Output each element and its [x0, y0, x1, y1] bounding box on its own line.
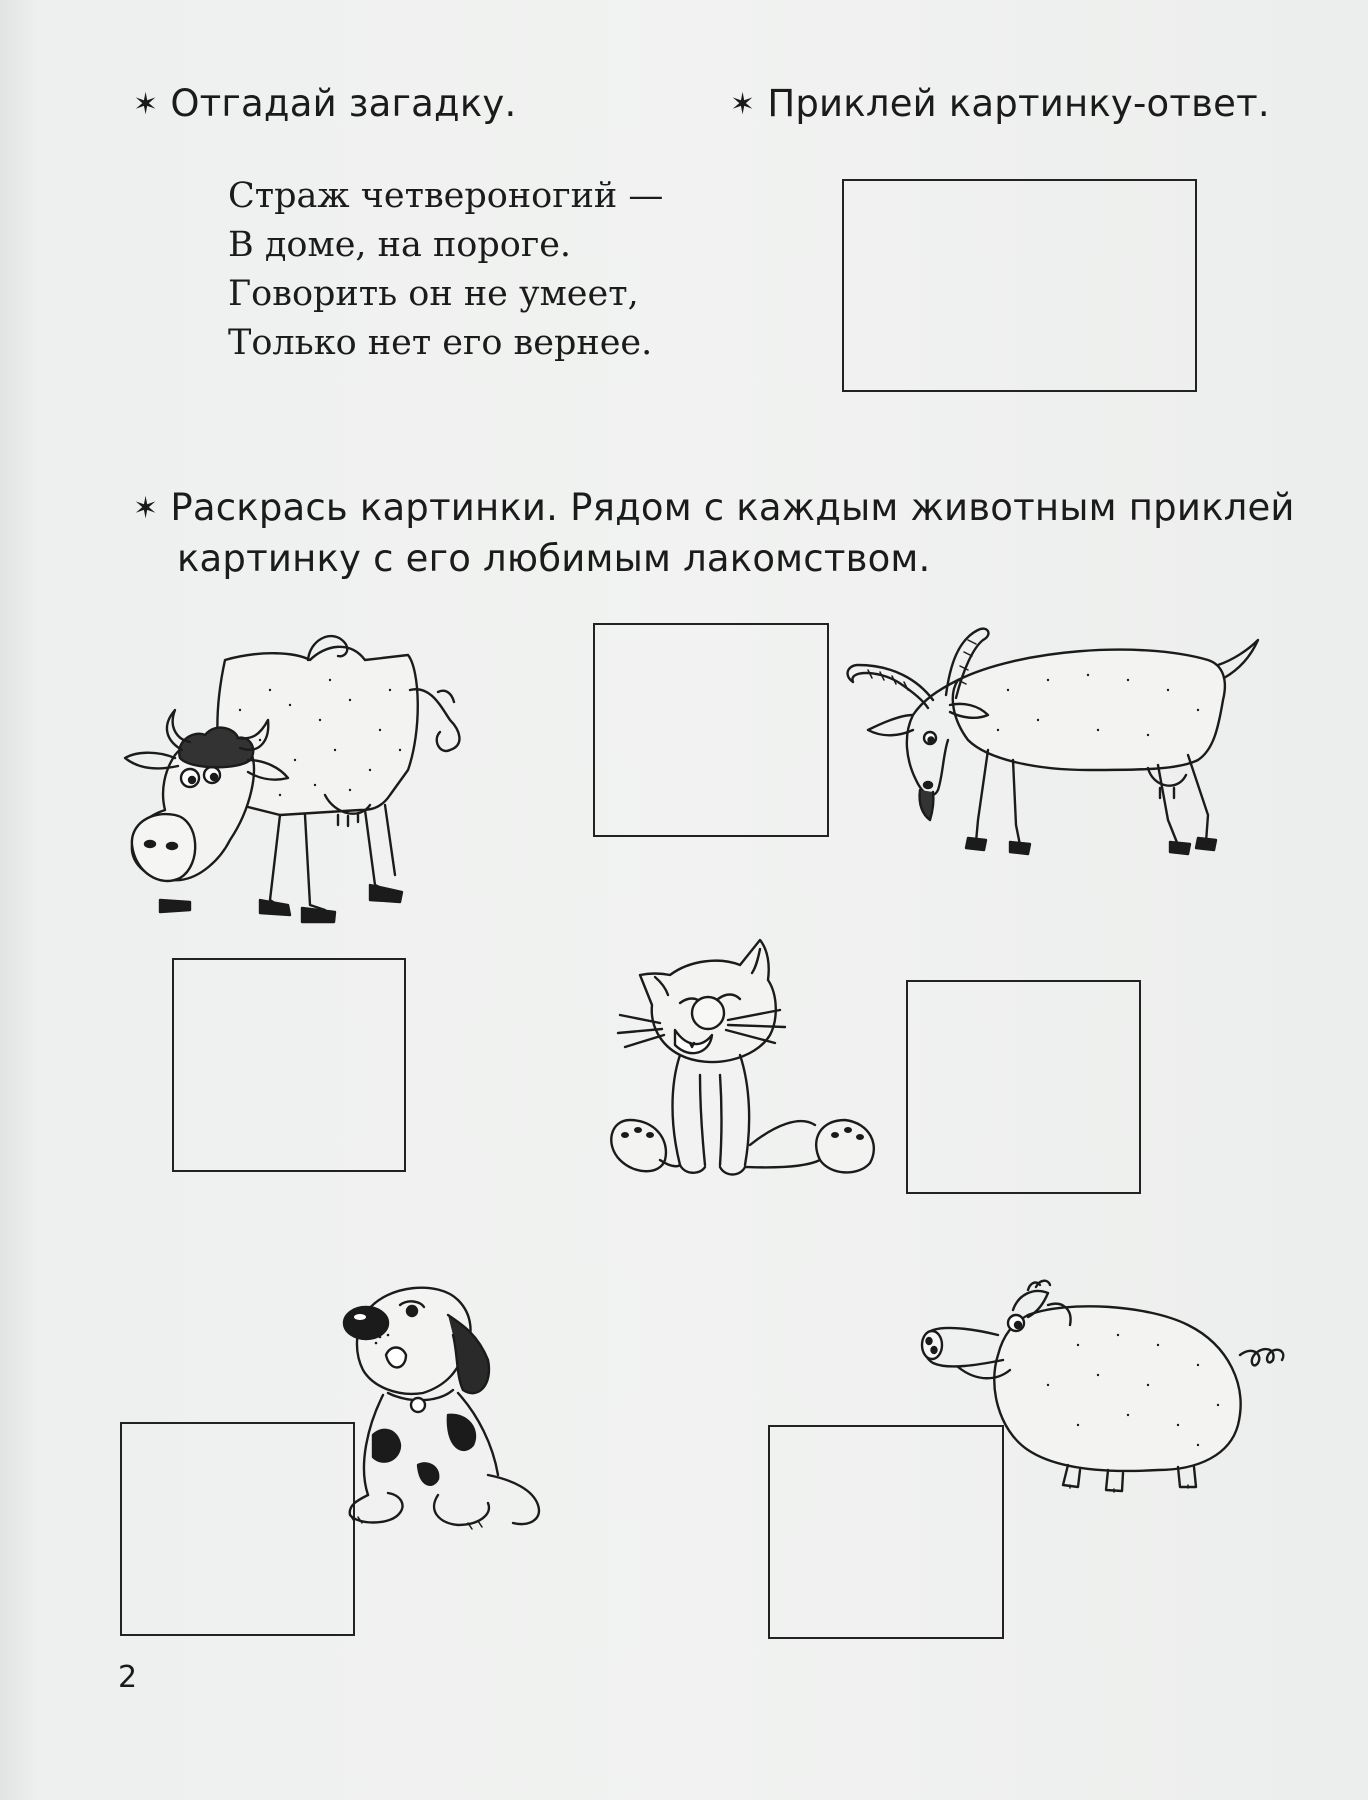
- task-riddle: [133, 80, 516, 131]
- riddle-line: Страж четвероногий —: [228, 176, 664, 216]
- cat-icon: [600, 935, 895, 1225]
- task-riddle-title: Отгадай загадку.: [170, 82, 517, 125]
- riddle-line: Говорить он не умеет,: [228, 274, 639, 314]
- star-icon: ✶: [133, 87, 159, 122]
- page-number: 2: [118, 1660, 138, 1695]
- task-paste-title: Приклей картинку-ответ.: [767, 82, 1270, 125]
- task-color-title-1: Раскрась картинки. Рядом с каждым животным приклей: [170, 486, 1295, 529]
- task-color-title-2: картинку с его любимым лакомством.: [177, 537, 931, 580]
- task-color: [133, 484, 1295, 583]
- riddle-line: В доме, на пороге.: [228, 225, 572, 265]
- dog-icon: [328, 1275, 588, 1537]
- star-icon: ✶: [730, 87, 756, 122]
- treat-sticker-box-dog[interactable]: [120, 1422, 355, 1636]
- riddle-line: Только нет его вернее.: [228, 323, 653, 363]
- cow-icon: [120, 610, 465, 950]
- star-icon: ✶: [133, 491, 159, 526]
- treat-sticker-box-cow[interactable]: [593, 623, 829, 837]
- treat-sticker-box-goat[interactable]: [172, 958, 406, 1172]
- task-paste: [730, 80, 1270, 131]
- treat-sticker-box-cat[interactable]: [906, 980, 1141, 1194]
- answer-sticker-box[interactable]: [842, 179, 1197, 392]
- pig-icon: [918, 1275, 1296, 1503]
- goat-icon: [838, 620, 1270, 860]
- riddle-text: [228, 172, 663, 368]
